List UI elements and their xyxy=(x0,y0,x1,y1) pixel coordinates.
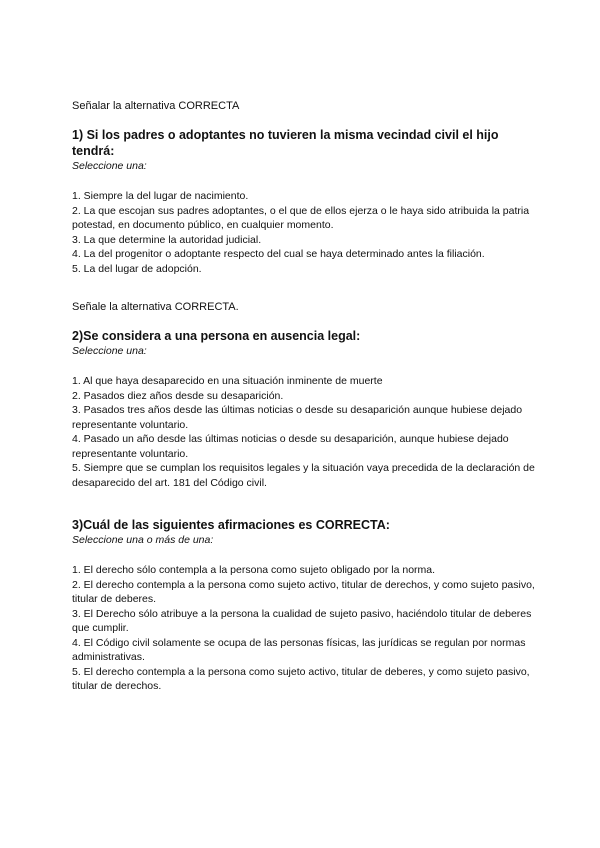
question-3-block xyxy=(72,517,542,694)
option-item: 3. Pasados tres años desde las últimas noticias o desde su desaparición aunque hubiese dejado representante voluntario. xyxy=(72,404,523,431)
option-item: 5. El derecho contempla a la persona como sujeto activo, titular de deberes, y como sujeto pasivo, titular de derechos. xyxy=(72,665,530,692)
option-item: 1. El derecho sólo contempla a la persona como sujeto obligado por la norma. xyxy=(72,564,436,576)
question-2-title: 2)Se considera a una persona en ausencia legal: xyxy=(72,329,361,343)
option-item: 3. La que determine la autoridad judicial. xyxy=(72,233,262,246)
option-item: 3. El Derecho sólo atribuye a la persona la cualidad de sujeto pasivo, haciéndolo titular de deberes que cumplir. xyxy=(72,607,532,634)
question-2-hint: Seleccione una: xyxy=(72,345,147,357)
question-1-hint: Seleccione una: xyxy=(72,160,147,172)
question-1-block xyxy=(72,99,542,276)
document-page xyxy=(72,99,542,694)
question-1-options xyxy=(72,189,542,276)
question-3-options xyxy=(72,563,542,694)
option-item: 2. El derecho contempla a la persona como sujeto activo, titular de derechos, y como sujeto pasivo, titular de deberes. xyxy=(72,578,535,605)
question-2-block xyxy=(72,300,542,490)
option-item: 4. Pasado un año desde las últimas noticias o desde su desaparición, aunque hubiese dejado representante voluntario. xyxy=(72,433,509,460)
question-3-hint: Seleccione una o más de una: xyxy=(72,534,214,546)
question-2-options xyxy=(72,374,542,490)
option-item: 4. La del progenitor o adoptante respecto del cual se haya determinado antes la filiación. xyxy=(72,248,485,260)
option-item: 5. La del lugar de adopción. xyxy=(72,262,202,275)
question-3-title: 3)Cuál de las siguientes afirmaciones es CORRECTA: xyxy=(72,518,390,532)
option-item: 1. Al que haya desaparecido en una situación inminente de muerte xyxy=(72,375,383,387)
question-1-instruction: Señalar la alternativa CORRECTA xyxy=(72,100,240,112)
option-item: 1. Siempre la del lugar de nacimiento. xyxy=(72,190,249,202)
option-item: 2. Pasados diez años desde su desaparición. xyxy=(72,389,284,402)
question-2-instruction: Señale la alternativa CORRECTA. xyxy=(72,301,239,313)
question-1-title: 1) Si los padres o adoptantes no tuvieren la misma vecindad civil el hijo tendrá: xyxy=(72,128,499,158)
option-item: 2. La que escojan sus padres adoptantes, o el que de ellos ejerza o le haya sido atribuida la patria potestad, en documento público, en cualquier momento. xyxy=(72,204,530,231)
option-item: 4. El Código civil solamente se ocupa de las personas físicas, las jurídicas se regulan por normas administrativas. xyxy=(72,636,526,663)
option-item: 5. Siempre que se cumplan los requisitos legales y la situación vaya precedida de la declaración de desaparecido del art. 181 del Código civil. xyxy=(72,462,535,489)
